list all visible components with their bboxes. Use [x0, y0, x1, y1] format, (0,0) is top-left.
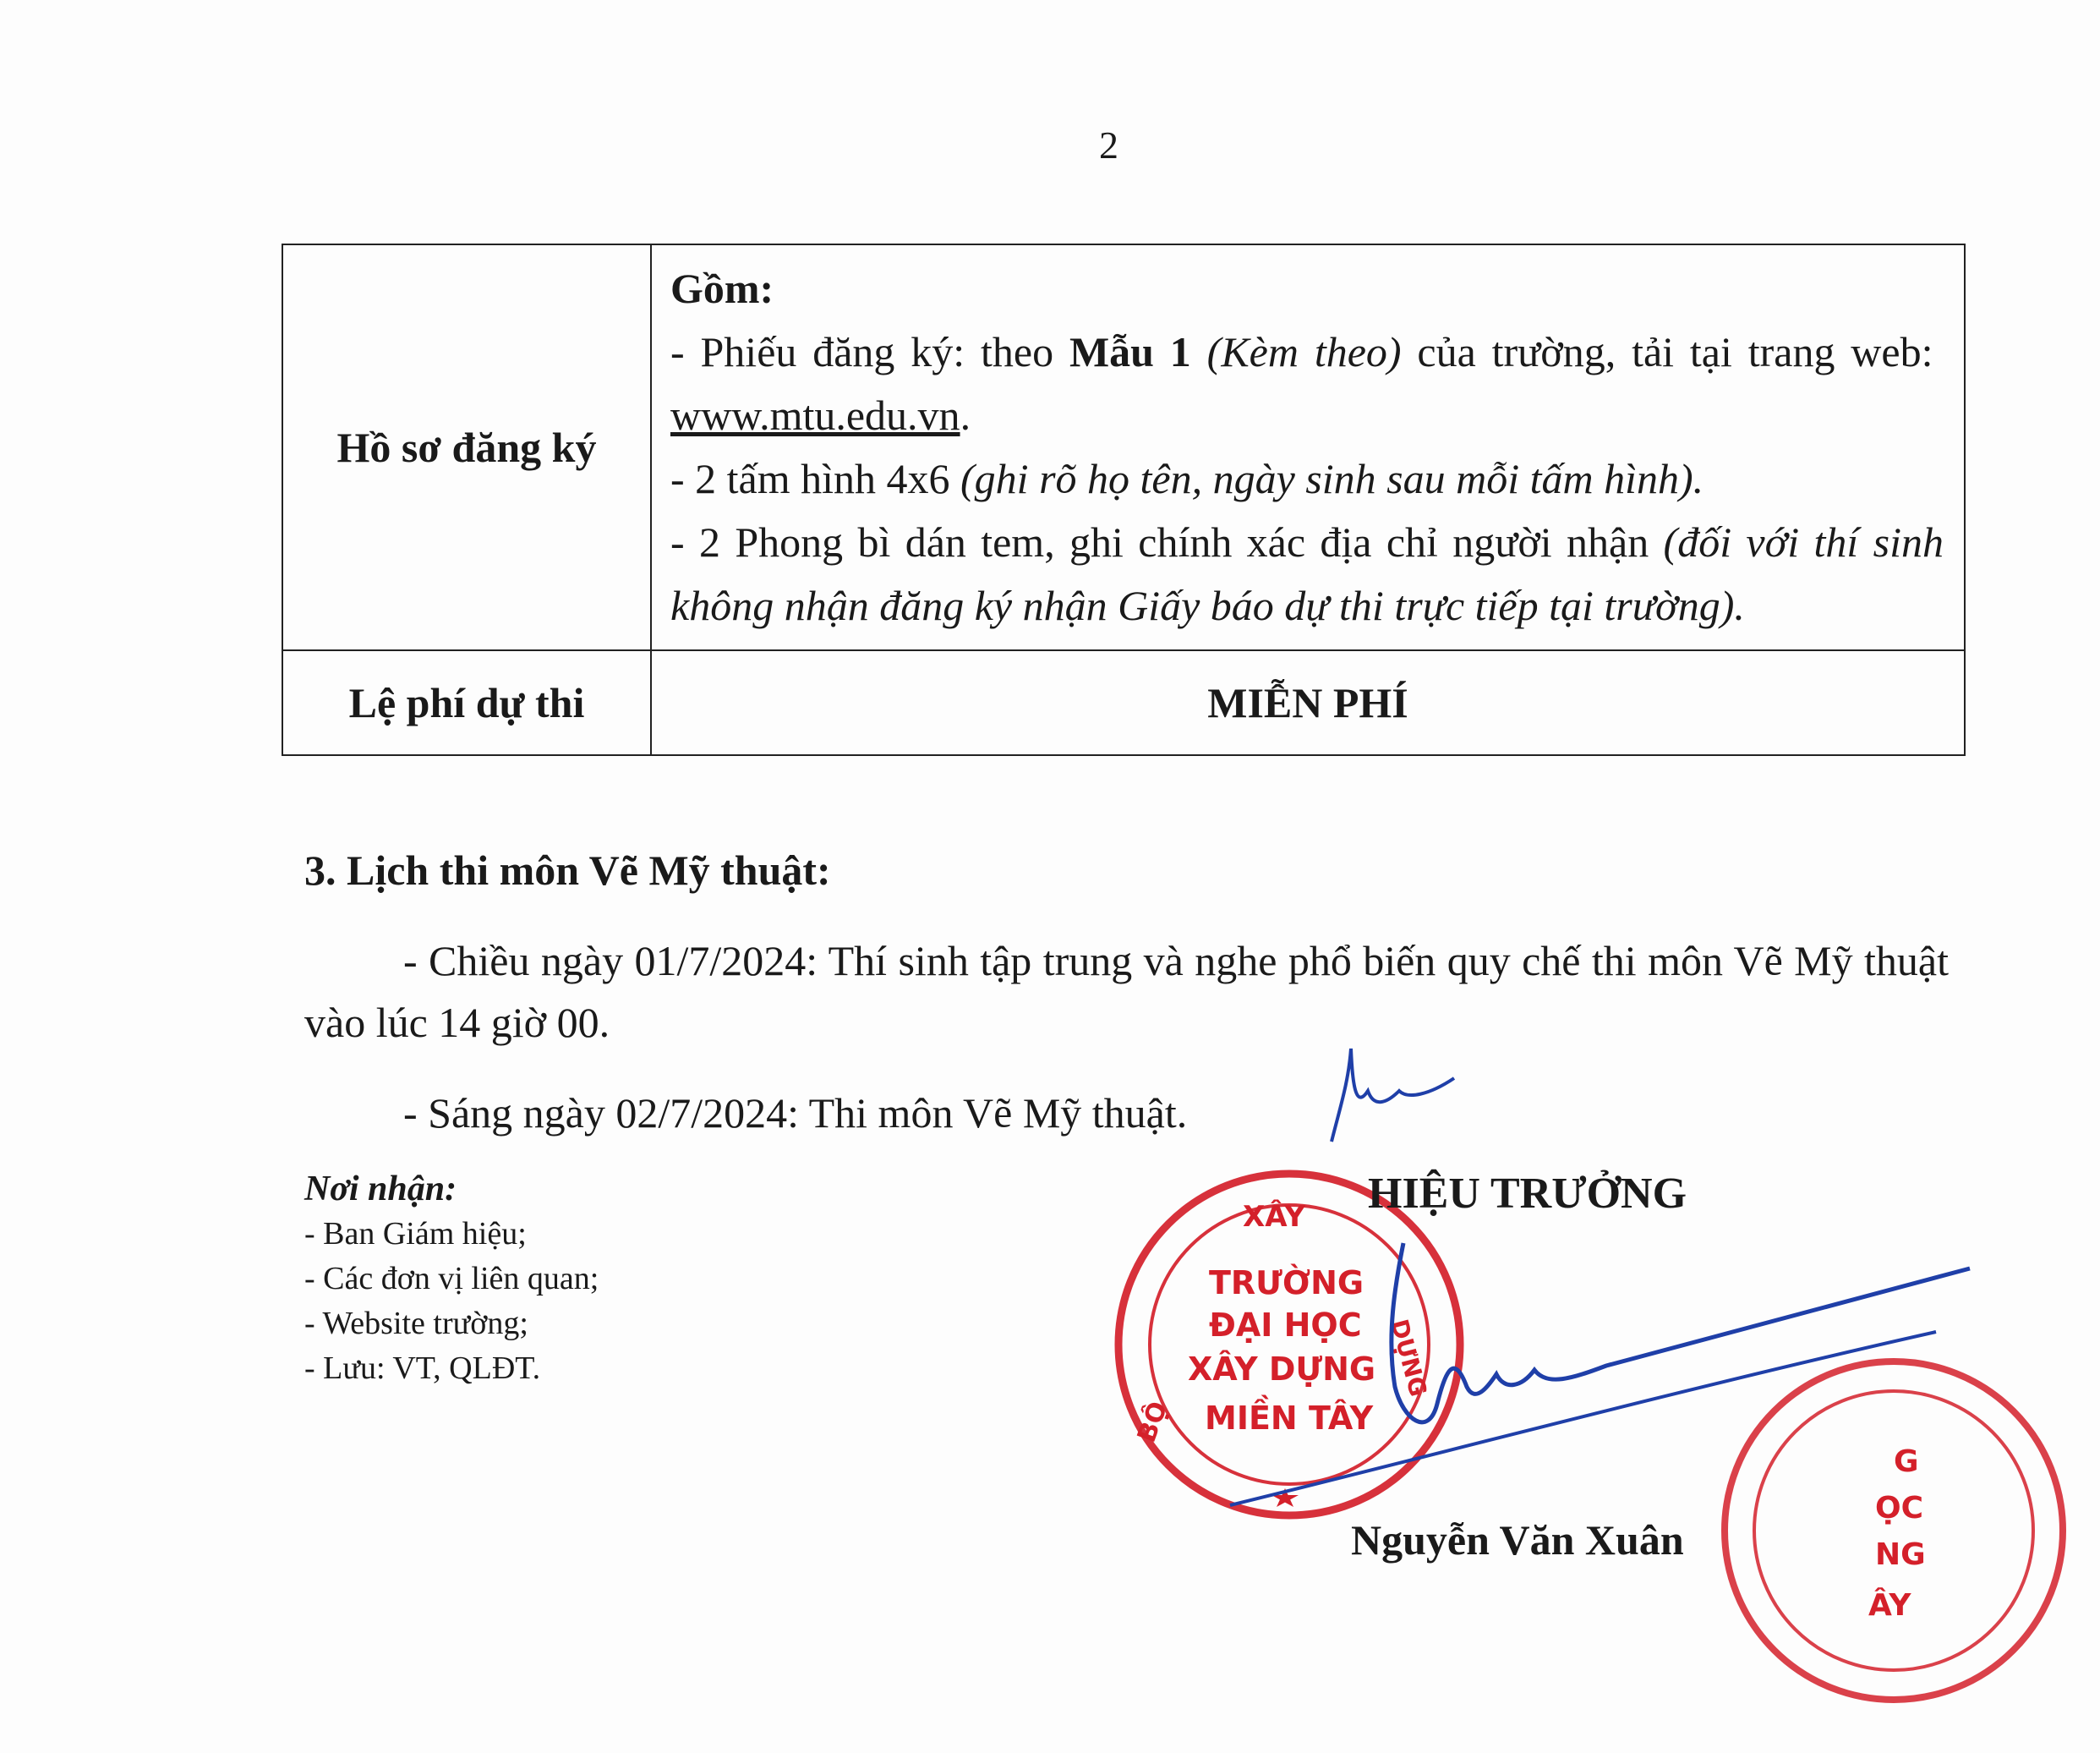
- stamp-partial-line: NG: [1875, 1537, 1926, 1572]
- fee-value: MIỄN PHÍ: [651, 650, 1965, 755]
- website-link[interactable]: www.mtu.edu.vn: [670, 392, 960, 439]
- stamp-partial-line: ỌC: [1875, 1491, 1924, 1526]
- documents-heading: Gồm:: [670, 265, 774, 312]
- partial-stamp: [1725, 1361, 2063, 1700]
- page-number: 2: [1099, 123, 1118, 167]
- recipients-heading: Nơi nhận:: [304, 1170, 457, 1208]
- recipient-item: - Website trường;: [304, 1306, 528, 1341]
- row-label-fee: Lệ phí dự thi: [282, 650, 651, 755]
- signer-name: Nguyễn Văn Xuân: [1351, 1516, 1684, 1564]
- stamp-line: TRƯỜNG: [1209, 1264, 1364, 1301]
- stamp-ring-left: BỘ: [1131, 1397, 1174, 1447]
- recipient-item: - Lưu: VT, QLĐT.: [304, 1350, 541, 1386]
- recipient-item: - Các đơn vị liên quan;: [304, 1261, 599, 1296]
- schedule-paragraph-2: - Sáng ngày 02/7/2024: Thi môn Vẽ Mỹ thuật.: [403, 1089, 1188, 1137]
- row-label-documents: Hồ sơ đăng ký: [282, 244, 651, 650]
- stamp-line: ĐẠI HỌC: [1209, 1307, 1362, 1344]
- initials-mark: [1332, 1049, 1454, 1142]
- stamp-partial-line: ÂY: [1868, 1588, 1911, 1623]
- documents-item-1: - Phiếu đăng ký: theo Mẫu 1 (Kèm theo) của trường, tải tại trang web: www.mtu.edu.vn.: [670, 328, 1933, 439]
- stamp-line: XÂY DỰNG: [1188, 1350, 1376, 1388]
- stamp-partial-line: G: [1894, 1444, 1919, 1479]
- documents-item-3: - 2 Phong bì dán tem, ghi chính xác địa chỉ người nhận (đối với thí sinh không nhận đăng ký nhận Giấy báo dự thi trực tiếp tại trường).: [670, 518, 1944, 629]
- section-3-title: 3. Lịch thi môn Vẽ Mỹ thuật:: [304, 846, 831, 894]
- signature-mark: [1392, 1243, 1970, 1422]
- stamp-ring-top: XÂY: [1243, 1200, 1305, 1234]
- schedule-paragraph-1: - Chiều ngày 01/7/2024: Thí sinh tập trung và nghe phổ biến quy chế thi môn Vẽ Mỹ thuật vào lúc 14 giờ 00.: [304, 937, 1949, 1046]
- stamp-line: MIỀN TÂY: [1205, 1400, 1374, 1437]
- documents-item-2: - 2 tấm hình 4x6 (ghi rõ họ tên, ngày sinh sau mỗi tấm hình).: [670, 455, 1704, 502]
- signer-title: HIỆU TRƯỞNG: [1368, 1170, 1687, 1218]
- recipient-item: - Ban Giám hiệu;: [304, 1216, 527, 1252]
- stamp-ring-right: DỰNG: [1385, 1316, 1433, 1400]
